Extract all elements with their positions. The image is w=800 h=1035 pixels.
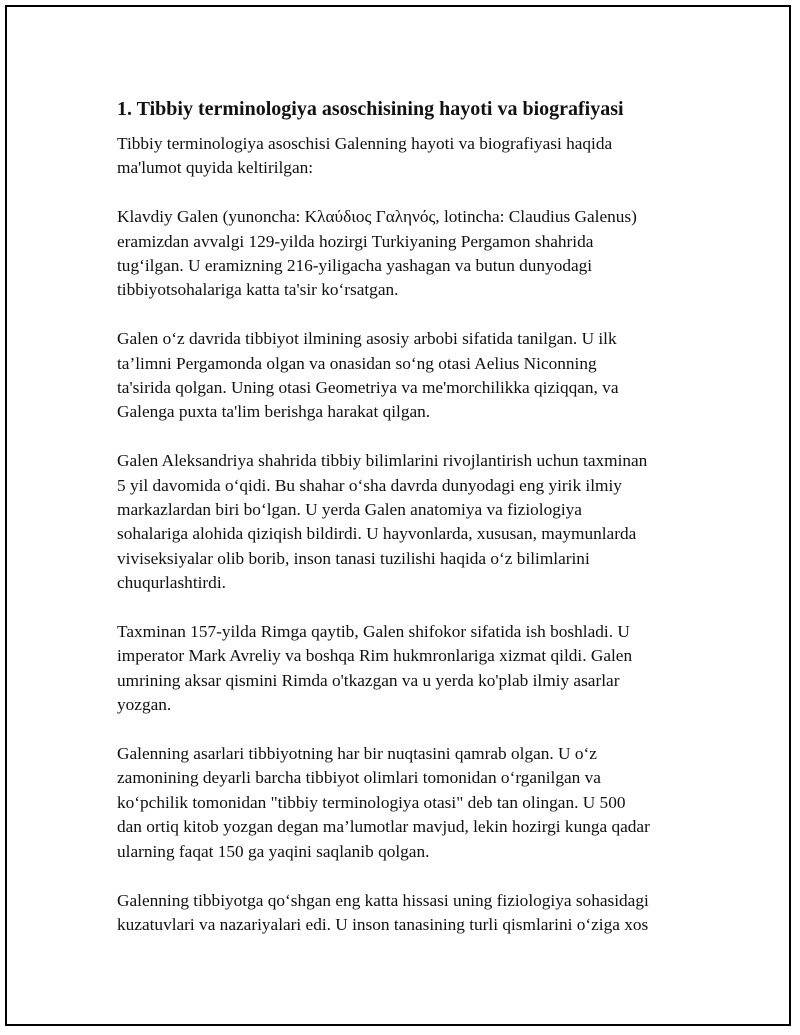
paragraph [117, 742, 697, 864]
text-line: Klavdiy Galen (yunoncha: Κλαύδιος Γαληνός, lotincha: Claudius Galenus) [117, 207, 637, 227]
document-body [117, 96, 697, 962]
text-line: viviseksiyalar olib borib, inson tanasi tuzilishi haqida o‘z bilimlarini [117, 548, 590, 568]
text-line: Galenning asarlari tibbiyotning har bir nuqtasini qamrab olgan. U o‘z [117, 744, 597, 764]
paragraph [117, 889, 697, 938]
paragraph [117, 449, 697, 595]
text-line: ko‘pchilik tomonidan "tibbiy terminologiya otasi" deb tan olingan. U 500 [117, 792, 626, 812]
paragraph [117, 205, 697, 303]
text-line: tug‘ilgan. U eramizning 216-yiligacha yashagan va butun dunyodagi [117, 256, 593, 276]
text-line: umrining aksar qismini Rimda o'tkazgan va u yerda ko'plab ilmiy asarlar [117, 670, 620, 690]
text-line: yozgan. [117, 695, 172, 715]
text-line: Galenning tibbiyotga qo‘shgan eng katta hissasi uning fiziologiya sohasidagi [117, 890, 649, 910]
text-line: Galen Aleksandriya shahrida tibbiy bilimlarini rivojlantirish uchun taxminan [117, 451, 648, 471]
text-line: ta'sirida qolgan. Uning otasi Geometriya va me'morchilikka qiziqqan, va [117, 378, 619, 398]
text-line: Tibbiy terminologiya asoschisi Galenning hayoti va biografiyasi haqida [117, 134, 613, 153]
paragraph [117, 327, 697, 425]
text-line: Taxminan 157-yilda Rimga qaytib, Galen shifokor sifatida ish boshladi. U [117, 622, 630, 642]
text-line: imperator Mark Avreliy va boshqa Rim hukmronlariga xizmat qildi. Galen [117, 646, 633, 666]
paragraphs-container [117, 132, 697, 937]
text-line: ta’limni Pergamonda olgan va onasidan so‘ng otasi Aelius Niconning [117, 353, 597, 373]
section-heading: 1. Tibbiy terminologiya asoschisining hayoti va biografiyasi [117, 98, 624, 120]
text-line: kuzatuvlari va nazariyalari edi. U inson tanasining turli qismlarini o‘ziga xos [117, 914, 649, 934]
text-line: ularning faqat 150 ga yaqini saqlanib qolgan. [117, 841, 430, 861]
text-line: ma'lumot quyida keltirilgan: [117, 158, 314, 178]
text-line: eramizdan avvalgi 129-yilda hozirgi Turkiyaning Pergamon shahrida [117, 231, 594, 251]
text-line: zamonining deyarli barcha tibbiyot olimlari tomonidan o‘rganilgan va [117, 768, 601, 788]
text-line: chuqurlashtirdi. [117, 573, 226, 593]
text-line: tibbiyotsohalariga katta ta'sir ko‘rsatgan. [117, 280, 399, 300]
text-line: markazlardan biri bo‘lgan. U yerda Galen anatomiya va fiziologiya [117, 500, 582, 520]
text-line: sohalariga alohida qiziqish bildirdi. U hayvonlarda, xususan, maymunlarda [117, 524, 637, 544]
text-line: dan ortiq kitob yozgan degan ma’lumotlar mavjud, lekin hozirgi kunga qadar [117, 817, 650, 837]
paragraph [117, 620, 697, 718]
paragraph [117, 132, 697, 181]
text-line: Galenga puxta ta'lim berishga harakat qilgan. [117, 402, 431, 422]
text-line: 5 yil davomida o‘qidi. Bu shahar o‘sha davrda dunyodagi eng yirik ilmiy [117, 475, 622, 495]
text-line: Galen o‘z davrida tibbiyot ilmining asosiy arbobi sifatida tanilgan. U ilk [117, 329, 617, 349]
